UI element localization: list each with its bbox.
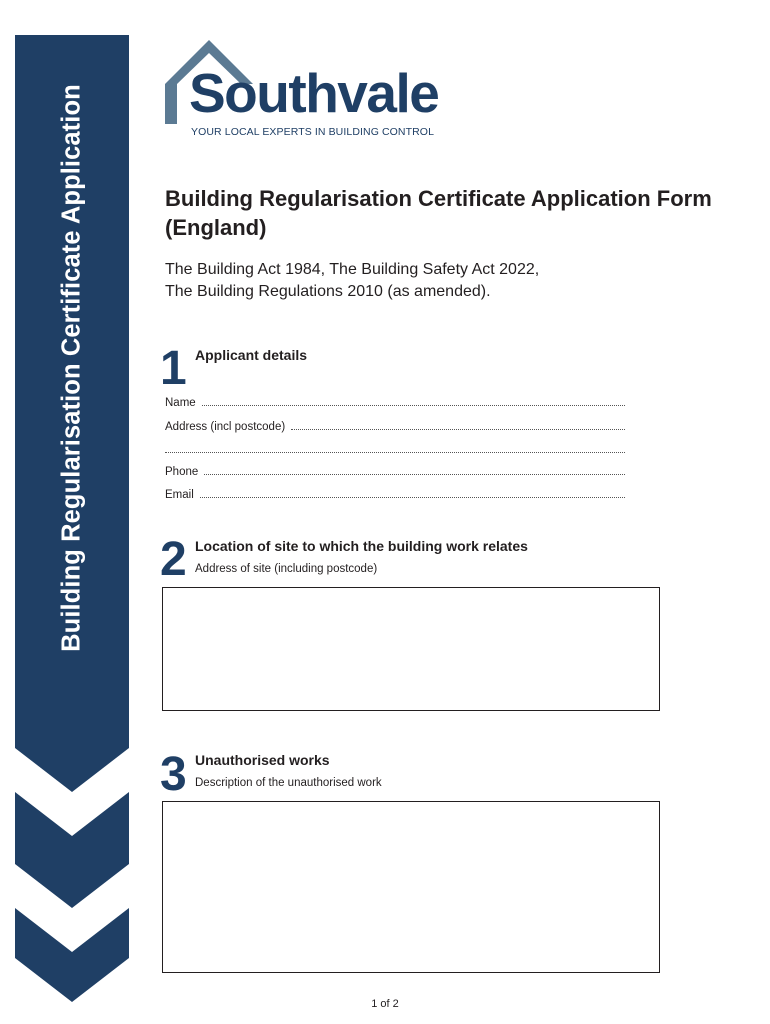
address-field[interactable]	[165, 417, 625, 433]
section-heading: Applicant details	[195, 347, 308, 363]
legislation-list	[165, 259, 539, 303]
address-line-2-field[interactable]	[165, 440, 625, 456]
section-heading: Location of site to which the building work relates	[195, 538, 528, 554]
southvale-logo	[163, 40, 453, 140]
phone-field[interactable]	[165, 462, 625, 478]
field-label: Phone	[165, 466, 199, 478]
legislation-line: The Building Act 1984, The Building Safety Act 2022,	[165, 261, 540, 278]
section-number: 2	[160, 533, 187, 586]
field-value[interactable]	[204, 473, 625, 475]
site-address-box[interactable]	[162, 587, 660, 711]
field-value[interactable]	[202, 404, 625, 406]
field-value[interactable]	[291, 428, 625, 430]
page-number: 1 of 2	[371, 998, 399, 1010]
logo-wordmark: Southvale	[189, 62, 439, 124]
email-field[interactable]	[165, 485, 625, 501]
document-title: Building Regularisation Certificate Application Form (England)	[165, 186, 712, 240]
name-field[interactable]	[165, 393, 625, 409]
section-subheading: Description of the unauthorised work	[195, 777, 382, 789]
field-label: Name	[165, 397, 196, 409]
field-value[interactable]	[200, 496, 625, 498]
chevron-2	[15, 908, 129, 1002]
chevron-1	[15, 792, 129, 908]
logo-tagline: YOUR LOCAL EXPERTS IN BUILDING CONTROL	[191, 126, 435, 138]
work-description-box[interactable]	[162, 801, 660, 973]
field-label: Address (incl postcode)	[165, 421, 286, 433]
section-number: 1	[160, 342, 187, 395]
section-heading: Unauthorised works	[195, 752, 330, 768]
field-label: Email	[165, 489, 194, 501]
vertical-title: Building Regularisation Certificate Application	[57, 84, 86, 652]
section-number: 3	[160, 748, 187, 801]
section-subheading: Address of site (including postcode)	[195, 563, 378, 575]
field-value[interactable]	[165, 451, 625, 453]
legislation-line: The Building Regulations 2010 (as amended).	[165, 283, 491, 300]
page-footer	[0, 998, 770, 1010]
